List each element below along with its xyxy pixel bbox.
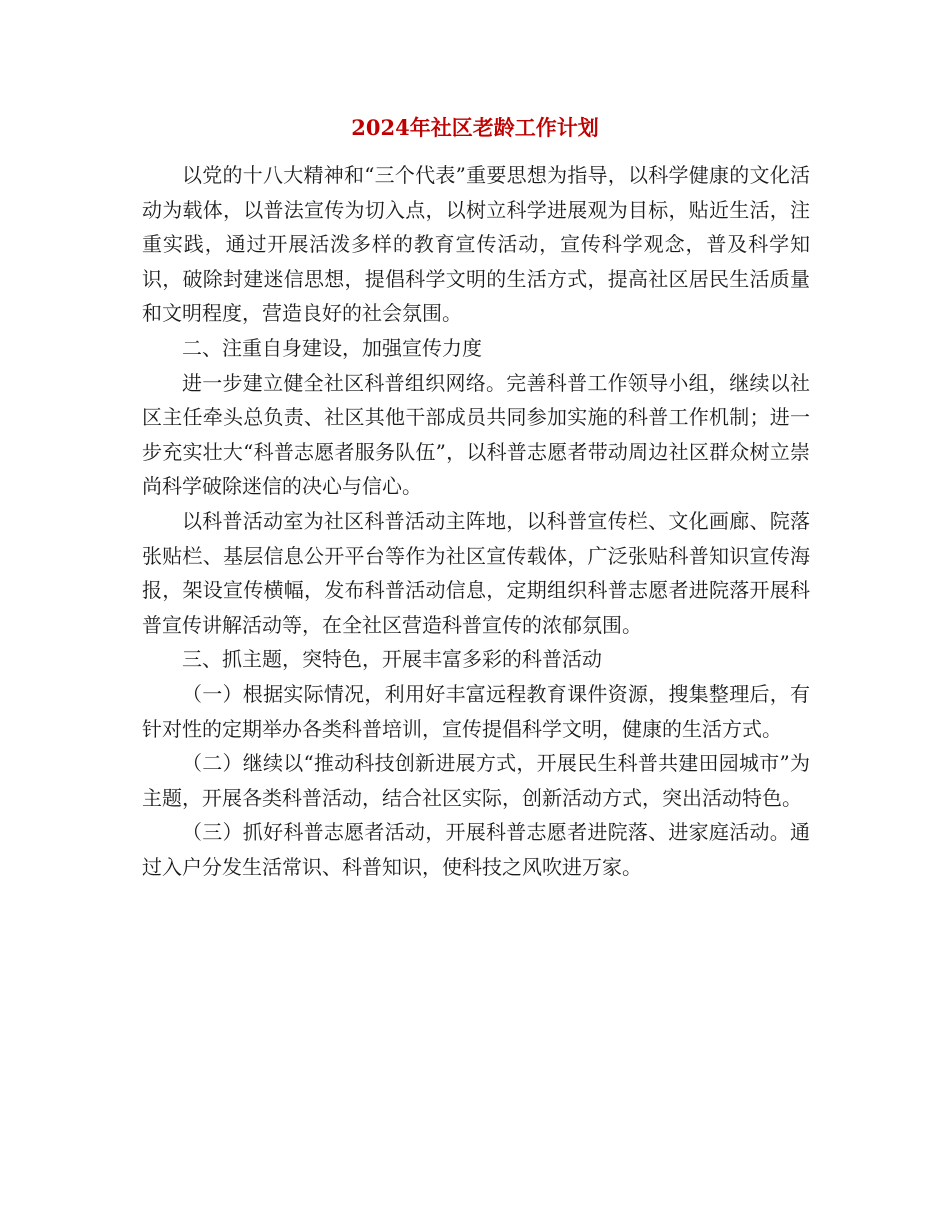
paragraph-venue: 以科普活动室为社区科普活动主阵地，以科普宣传栏、文化画廊、院落张贴栏、基层信息公开平台等作为社区宣传载体，广泛张贴科普知识宣传海报，架设宣传横幅，发布科普活动信息，定期组织科普志愿者进院落开展科普宣传讲解活动等，在全社区营造科普宣传的浓郁氛围。 <box>142 508 810 637</box>
document-title: 2024年社区老龄工作计划 <box>351 115 599 140</box>
section-heading-2: 二、注重自身建设，加强宣传力度 <box>182 335 482 360</box>
paragraph-intro: 以党的十八大精神和“三个代表”重要思想为指导，以科学健康的文化活动为载体，以普法宣传为切入点，以树立科学进展观为目标，贴近生活，注重实践，通过开展活泼多样的教育宣传活动，宣传科学观念，普及科学知识，破除封建迷信思想，提倡科学文明的生活方式，提高社区居民生活质量和文明程度，营造良好的社会氛围。 <box>142 163 810 326</box>
document-body <box>142 158 810 884</box>
paragraph-item-2: （二）继续以“推动科技创新进展方式，开展民生科普共建田园城市”为主题，开展各类科普活动，结合社区实际，创新活动方式，突出活动特色。 <box>142 751 810 810</box>
paragraph-network: 进一步建立健全社区科普组织网络。完善科普工作领导小组，继续以社区主任牵头总负责、社区其他干部成员共同参加实施的科普工作机制；进一步充实壮大“科普志愿者服务队伍”，以科普志愿者带动周边社区群众树立崇尚科学破除迷信的决心与信心。 <box>142 370 810 499</box>
paragraph-item-1: （一）根据实际情况，利用好丰富远程教育课件资源，搜集整理后，有针对性的定期举办各类科普培训，宣传提倡科学文明，健康的生活方式。 <box>142 681 810 741</box>
paragraph-item-3: （三）抓好科普志愿者活动，开展科普志愿者进院落、进家庭活动。通过入户分发生活常识、科普知识，使科技之风吹进万家。 <box>142 820 810 879</box>
section-heading-3: 三、抓主题，突特色，开展丰富多彩的科普活动 <box>182 647 602 672</box>
